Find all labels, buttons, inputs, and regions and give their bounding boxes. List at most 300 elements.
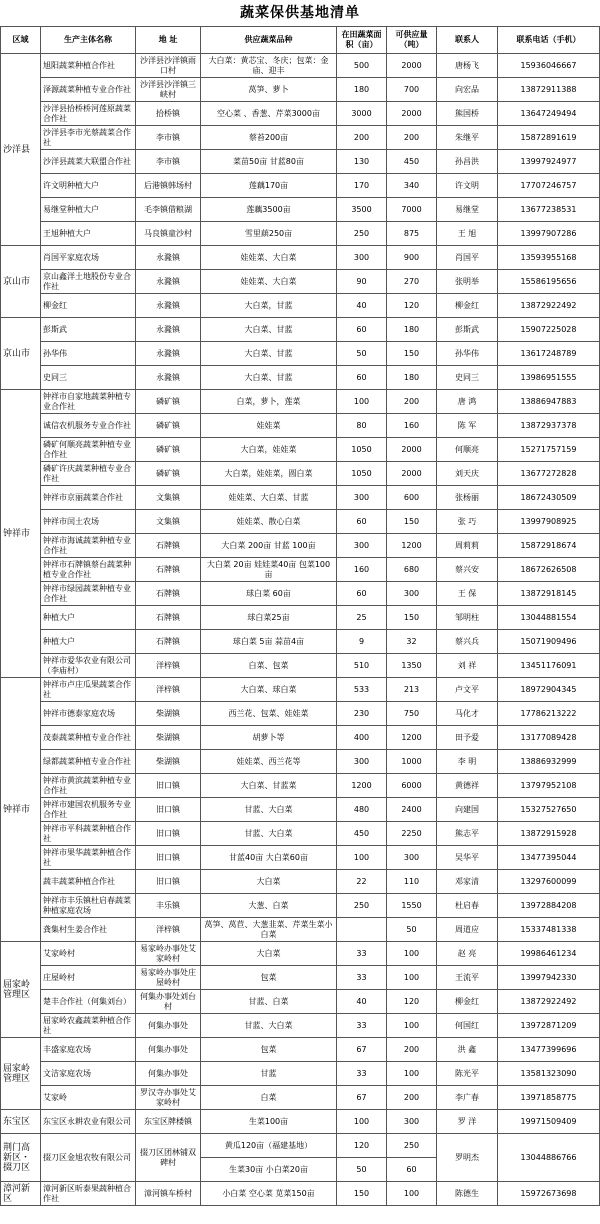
field-area-cell: 1200	[337, 774, 387, 798]
producer-name-cell: 钟祥市自家地蔬菜种植专业合作社	[41, 390, 136, 414]
vegetable-variety-cell: 甘蓝、白菜	[201, 990, 337, 1014]
supply-volume-cell: 1200	[387, 726, 437, 750]
vegetable-variety-cell: 大白菜	[201, 942, 337, 966]
table-row	[1, 846, 600, 870]
contact-person-cell: 熊志平	[437, 822, 498, 846]
vegetable-variety-cell: 黄瓜120亩（福建基地）	[201, 1134, 337, 1158]
contact-phone-cell: 13451176091	[498, 654, 600, 678]
contact-phone-cell: 15972673698	[498, 1182, 600, 1206]
table-row	[1, 486, 600, 510]
table-row	[1, 174, 600, 198]
field-area-cell: 150	[337, 1182, 387, 1206]
address-cell: 文集镇	[136, 486, 201, 510]
header-supply-volume: 可供应量（吨）	[387, 27, 437, 54]
contact-person-cell: 何国红	[437, 1014, 498, 1038]
contact-phone-cell: 18972904345	[498, 678, 600, 702]
address-cell: 石牌镇	[136, 630, 201, 654]
contact-person-cell: 杜启春	[437, 894, 498, 918]
table-row	[1, 558, 600, 582]
contact-phone-cell: 18672430509	[498, 486, 600, 510]
vegetable-variety-cell: 大白菜 20亩 娃娃菜40亩 包菜100亩	[201, 558, 337, 582]
address-cell: 易家岭办事处庄屋岭村	[136, 966, 201, 990]
field-area-cell: 180	[337, 78, 387, 102]
contact-phone-cell: 13972871209	[498, 1014, 600, 1038]
address-cell: 沙洋县沙洋镇雨口村	[136, 54, 201, 78]
header-field-area: 在田蔬菜面积（亩）	[337, 27, 387, 54]
contact-person-cell: 周莉莉	[437, 534, 498, 558]
contact-phone-cell: 15872918674	[498, 534, 600, 558]
address-cell: 磷矿镇	[136, 438, 201, 462]
contact-phone-cell: 13872922492	[498, 990, 600, 1014]
contact-phone-cell: 13677272828	[498, 462, 600, 486]
producer-name-cell: 种植大户	[41, 630, 136, 654]
table-row	[1, 942, 600, 966]
contact-phone-cell: 15337481338	[498, 918, 600, 942]
vegetable-variety-cell: 球白菜 5亩 蒜苗4亩	[201, 630, 337, 654]
address-cell: 永漋镇	[136, 294, 201, 318]
producer-name-cell: 文洁家庭农场	[41, 1062, 136, 1086]
supply-volume-cell: 2000	[387, 102, 437, 126]
producer-name-cell: 钟祥市德泰家庭农场	[41, 702, 136, 726]
supply-volume-cell: 680	[387, 558, 437, 582]
supply-volume-cell: 100	[387, 1062, 437, 1086]
table-row	[1, 894, 600, 918]
contact-person-cell: 邹明柱	[437, 606, 498, 630]
field-area-cell: 50	[337, 1158, 387, 1182]
field-area-cell: 100	[337, 390, 387, 414]
producer-name-cell: 沙洋县蔬菜大联盟合作社	[41, 150, 136, 174]
supply-volume-cell: 2000	[387, 438, 437, 462]
contact-phone-cell: 15327527650	[498, 798, 600, 822]
contact-person-cell: 蔡兴兵	[437, 630, 498, 654]
region-cell: 京山市	[1, 246, 41, 318]
vegetable-variety-cell: 甘蓝、大白菜	[201, 822, 337, 846]
field-area-cell: 90	[337, 270, 387, 294]
table-row	[1, 798, 600, 822]
contact-person-cell: 张 巧	[437, 510, 498, 534]
table-row	[1, 774, 600, 798]
vegetable-variety-cell: 白菜，萝卜，莲菜	[201, 390, 337, 414]
field-area-cell	[337, 918, 387, 942]
contact-person-cell: 李 明	[437, 750, 498, 774]
contact-person-cell: 肖国平	[437, 246, 498, 270]
table-row	[1, 222, 600, 246]
supply-volume-cell: 750	[387, 702, 437, 726]
vegetable-variety-cell: 娃娃菜、大白菜、甘蓝	[201, 486, 337, 510]
address-cell: 永漋镇	[136, 366, 201, 390]
supply-volume-cell: 100	[387, 966, 437, 990]
vegetable-variety-cell: 大白菜、甘蓝	[201, 366, 337, 390]
table-row	[1, 582, 600, 606]
field-area-cell: 160	[337, 558, 387, 582]
address-cell: 柴湖镇	[136, 702, 201, 726]
contact-phone-cell: 13044886766	[498, 1134, 600, 1182]
producer-name-cell: 蔬丰蔬菜种植合作社	[41, 870, 136, 894]
vegetable-variety-cell: 雪里蕻250亩	[201, 222, 337, 246]
contact-person-cell: 蔡兴安	[437, 558, 498, 582]
supply-volume-cell: 2000	[387, 54, 437, 78]
vegetable-variety-cell: 莴笋、莴苣、大葱韭菜、芹菜生菜小白菜	[201, 918, 337, 942]
contact-phone-cell: 13477399696	[498, 1038, 600, 1062]
contact-phone-cell: 13872922492	[498, 294, 600, 318]
vegetable-variety-cell: 球白菜25亩	[201, 606, 337, 630]
region-cell: 东宝区	[1, 1110, 41, 1134]
contact-phone-cell: 13044881554	[498, 606, 600, 630]
vegetable-variety-cell: 胡萝卜等	[201, 726, 337, 750]
vegetable-variety-cell: 娃娃菜	[201, 414, 337, 438]
contact-phone-cell: 13297600099	[498, 870, 600, 894]
page-title: 蔬菜保供基地清单	[240, 5, 360, 21]
contact-phone-cell: 15586195656	[498, 270, 600, 294]
address-cell: 拾桥镇	[136, 102, 201, 126]
contact-person-cell: 张明举	[437, 270, 498, 294]
vegetable-variety-cell: 娃娃菜、大白菜	[201, 270, 337, 294]
producer-name-cell: 京山鑫洋土地股份专业合作社	[41, 270, 136, 294]
vegetable-variety-cell: 白菜、包菜	[201, 654, 337, 678]
supply-volume-cell: 1000	[387, 750, 437, 774]
contact-person-cell: 王 旭	[437, 222, 498, 246]
contact-person-cell: 王 保	[437, 582, 498, 606]
table-row	[1, 438, 600, 462]
supply-volume-cell: 120	[387, 990, 437, 1014]
table-row	[1, 150, 600, 174]
supply-volume-cell: 250	[387, 1134, 437, 1158]
header-contact-person: 联系人	[437, 27, 498, 54]
producer-name-cell: 茂泰蔬菜种植专业合作社	[41, 726, 136, 750]
field-area-cell: 3500	[337, 198, 387, 222]
vegetable-variety-cell: 小白菜 空心菜 苋菜150亩	[201, 1182, 337, 1206]
table-row	[1, 366, 600, 390]
address-cell: 东宝区牌楼镇	[136, 1110, 201, 1134]
table-row	[1, 54, 600, 78]
producer-name-cell: 沙洋县李市光蔡蔬菜合作社	[41, 126, 136, 150]
header-region: 区域	[1, 27, 41, 54]
supply-volume-cell: 700	[387, 78, 437, 102]
contact-phone-cell: 13997907286	[498, 222, 600, 246]
supply-volume-cell: 1350	[387, 654, 437, 678]
contact-phone-cell: 13177089428	[498, 726, 600, 750]
address-cell: 罗汉寺办事处艾家岭村	[136, 1086, 201, 1110]
contact-person-cell: 吴华平	[437, 846, 498, 870]
supply-volume-cell: 300	[387, 1110, 437, 1134]
contact-phone-cell: 13593955168	[498, 246, 600, 270]
field-area-cell: 200	[337, 126, 387, 150]
region-cell: 屈家岭管理区	[1, 942, 41, 1038]
field-area-cell: 80	[337, 414, 387, 438]
producer-name-cell: 钟祥市黄滨蔬菜种植专业合作社	[41, 774, 136, 798]
field-area-cell: 300	[337, 534, 387, 558]
table-row	[1, 750, 600, 774]
contact-person-cell: 张杨丽	[437, 486, 498, 510]
supply-volume-cell: 2400	[387, 798, 437, 822]
table-row	[1, 270, 600, 294]
address-cell: 旧口镇	[136, 870, 201, 894]
address-cell: 旧口镇	[136, 798, 201, 822]
address-cell: 李市镇	[136, 150, 201, 174]
address-cell: 磷矿镇	[136, 390, 201, 414]
field-area-cell: 250	[337, 222, 387, 246]
vegetable-variety-cell: 大白菜：黄芯宝、冬庆；包菜：金庙、迎丰	[201, 54, 337, 78]
contact-person-cell: 向建国	[437, 798, 498, 822]
address-cell: 漳河镇车桥村	[136, 1182, 201, 1206]
address-cell: 何集办事处	[136, 1038, 201, 1062]
supply-volume-cell: 300	[387, 582, 437, 606]
contact-person-cell: 何顺亮	[437, 438, 498, 462]
address-cell: 旧口镇	[136, 822, 201, 846]
address-cell: 永漋镇	[136, 246, 201, 270]
contact-person-cell: 唐杨飞	[437, 54, 498, 78]
region-cell: 屈家岭管理区	[1, 1038, 41, 1110]
vegetable-variety-cell: 大白菜 200亩 甘蓝 100亩	[201, 534, 337, 558]
field-area-cell: 40	[337, 294, 387, 318]
producer-name-cell: 沙洋县拾桥桥河莲原蔬菜合作社	[41, 102, 136, 126]
header-vegetable-variety: 供应蔬菜品种	[201, 27, 337, 54]
region-cell: 沙洋县	[1, 54, 41, 246]
supply-volume-cell: 180	[387, 318, 437, 342]
field-area-cell: 170	[337, 174, 387, 198]
contact-phone-cell: 15071909496	[498, 630, 600, 654]
supply-volume-cell: 200	[387, 1086, 437, 1110]
producer-name-cell: 绿都蔬菜种植专业合作社	[41, 750, 136, 774]
address-cell: 石牌镇	[136, 558, 201, 582]
field-area-cell: 400	[337, 726, 387, 750]
contact-phone-cell: 13797952108	[498, 774, 600, 798]
supply-volume-cell: 300	[387, 846, 437, 870]
vegetable-variety-cell: 大白菜，娃娃菜	[201, 438, 337, 462]
table-row	[1, 102, 600, 126]
vegetable-variety-cell: 大葱、白菜	[201, 894, 337, 918]
vegetable-variety-cell: 莲藕170亩	[201, 174, 337, 198]
supply-volume-cell: 110	[387, 870, 437, 894]
producer-name-cell: 掇刀区金旭农牧有限公司	[41, 1134, 136, 1182]
producer-name-cell: 钟祥市丰乐镇杜启春蔬菜种植家庭农场	[41, 894, 136, 918]
table-row	[1, 1182, 600, 1206]
table-row	[1, 1110, 600, 1134]
table-row	[1, 462, 600, 486]
field-area-cell: 230	[337, 702, 387, 726]
contact-phone-cell: 13477395044	[498, 846, 600, 870]
producer-name-cell: 泽源蔬菜种植专业合作社	[41, 78, 136, 102]
region-cell: 钟祥市	[1, 678, 41, 942]
contact-phone-cell: 17707246757	[498, 174, 600, 198]
table-row	[1, 966, 600, 990]
contact-phone-cell: 13581323090	[498, 1062, 600, 1086]
table-row	[1, 246, 600, 270]
contact-phone-cell: 13617248789	[498, 342, 600, 366]
producer-name-cell: 丰盛家庭农场	[41, 1038, 136, 1062]
vegetable-variety-cell: 球白菜 60亩	[201, 582, 337, 606]
supply-volume-cell: 213	[387, 678, 437, 702]
address-cell: 石牌镇	[136, 582, 201, 606]
supply-volume-cell: 340	[387, 174, 437, 198]
field-area-cell: 67	[337, 1086, 387, 1110]
table-row	[1, 1062, 600, 1086]
contact-person-cell: 罗明杰	[437, 1134, 498, 1182]
field-area-cell: 3000	[337, 102, 387, 126]
producer-name-cell: 东宝区永耕农业有限公司	[41, 1110, 136, 1134]
supply-volume-cell: 160	[387, 414, 437, 438]
field-area-cell: 33	[337, 942, 387, 966]
producer-name-cell: 艾家岭	[41, 1086, 136, 1110]
producer-name-cell: 屈家岭农鑫蔬菜种植合作社	[41, 1014, 136, 1038]
field-area-cell: 60	[337, 510, 387, 534]
contact-person-cell: 陈 军	[437, 414, 498, 438]
producer-name-cell: 王旭种植大户	[41, 222, 136, 246]
address-cell: 马良镇童沙村	[136, 222, 201, 246]
table-row	[1, 198, 600, 222]
field-area-cell: 250	[337, 894, 387, 918]
contact-person-cell: 易继堂	[437, 198, 498, 222]
contact-person-cell: 孙昌洪	[437, 150, 498, 174]
address-cell: 旧口镇	[136, 846, 201, 870]
producer-name-cell: 肖国平家庭农场	[41, 246, 136, 270]
contact-person-cell: 柳金红	[437, 990, 498, 1014]
table-row	[1, 918, 600, 942]
address-cell: 何集办事处刘台村	[136, 990, 201, 1014]
producer-name-cell: 磷矿许庆蔬菜种植专业合作社	[41, 462, 136, 486]
table-row	[1, 726, 600, 750]
field-area-cell: 1050	[337, 438, 387, 462]
supply-volume-cell: 1200	[387, 534, 437, 558]
region-cell: 京山市	[1, 318, 41, 390]
table-row	[1, 342, 600, 366]
table-row	[1, 1038, 600, 1062]
field-area-cell: 300	[337, 486, 387, 510]
producer-name-cell: 钟祥市石牌镇蔡台蔬菜种植专业合作社	[41, 558, 136, 582]
table-row	[1, 630, 600, 654]
contact-phone-cell: 13677238531	[498, 198, 600, 222]
field-area-cell: 130	[337, 150, 387, 174]
address-cell: 易家岭办事处艾家岭村	[136, 942, 201, 966]
field-area-cell: 510	[337, 654, 387, 678]
vegetable-variety-cell: 甘蓝、大白菜	[201, 1014, 337, 1038]
table-row	[1, 126, 600, 150]
table-row	[1, 654, 600, 678]
contact-person-cell: 孙华伟	[437, 342, 498, 366]
producer-name-cell: 庄屋岭村	[41, 966, 136, 990]
field-area-cell: 33	[337, 1014, 387, 1038]
supply-volume-cell: 200	[387, 126, 437, 150]
supply-volume-cell: 270	[387, 270, 437, 294]
address-cell: 丰乐镇	[136, 894, 201, 918]
contact-person-cell: 向宏品	[437, 78, 498, 102]
producer-name-cell: 漳河新区昕泰果蔬种植合作社	[41, 1182, 136, 1206]
contact-person-cell: 罗 洋	[437, 1110, 498, 1134]
address-cell: 磷矿镇	[136, 414, 201, 438]
supply-volume-cell: 150	[387, 510, 437, 534]
contact-person-cell: 许文明	[437, 174, 498, 198]
table-row	[1, 1086, 600, 1110]
vegetable-variety-cell: 娃娃菜、大白菜	[201, 246, 337, 270]
vegetable-supply-table	[0, 26, 600, 1206]
vegetable-variety-cell: 甘蓝、大白菜	[201, 798, 337, 822]
contact-phone-cell: 13997942330	[498, 966, 600, 990]
vegetable-variety-cell: 莴笋、萝卜	[201, 78, 337, 102]
vegetable-variety-cell: 包菜	[201, 1038, 337, 1062]
field-area-cell: 60	[337, 582, 387, 606]
producer-name-cell: 许文明种植大户	[41, 174, 136, 198]
vegetable-variety-cell: 大白菜、甘蓝	[201, 342, 337, 366]
producer-name-cell: 钟祥市闰土农场	[41, 510, 136, 534]
field-area-cell: 533	[337, 678, 387, 702]
supply-volume-cell: 200	[387, 1038, 437, 1062]
supply-volume-cell: 6000	[387, 774, 437, 798]
address-cell: 洋梓镇	[136, 918, 201, 942]
supply-volume-cell: 50	[387, 918, 437, 942]
address-cell: 洋梓镇	[136, 654, 201, 678]
field-area-cell: 33	[337, 966, 387, 990]
supply-volume-cell: 32	[387, 630, 437, 654]
supply-volume-cell: 120	[387, 294, 437, 318]
field-area-cell: 300	[337, 246, 387, 270]
field-area-cell: 50	[337, 342, 387, 366]
contact-person-cell: 史同三	[437, 366, 498, 390]
producer-name-cell: 钟祥市爱华农业有限公司（李庙村）	[41, 654, 136, 678]
producer-name-cell: 磷矿何顺亮蔬菜种植专业合作社	[41, 438, 136, 462]
producer-name-cell: 钟祥市京丽蔬菜合作社	[41, 486, 136, 510]
vegetable-variety-cell: 空心菜 、香葱、芹菜3000亩	[201, 102, 337, 126]
table-row	[1, 78, 600, 102]
contact-person-cell: 马化才	[437, 702, 498, 726]
table-row	[1, 1134, 600, 1158]
contact-person-cell: 田予爱	[437, 726, 498, 750]
contact-phone-cell: 17786213222	[498, 702, 600, 726]
table-row	[1, 534, 600, 558]
contact-phone-cell: 13872915928	[498, 822, 600, 846]
contact-person-cell: 刘 祥	[437, 654, 498, 678]
vegetable-variety-cell: 白菜	[201, 1086, 337, 1110]
producer-name-cell: 诚信农机服务专业合作社	[41, 414, 136, 438]
field-area-cell: 450	[337, 822, 387, 846]
producer-name-cell: 彭斯武	[41, 318, 136, 342]
vegetable-variety-cell: 大白菜，甘蓝	[201, 294, 337, 318]
vegetable-variety-cell: 大白菜、甘蓝菜	[201, 774, 337, 798]
vegetable-variety-cell: 甘蓝	[201, 1062, 337, 1086]
contact-person-cell: 彭斯武	[437, 318, 498, 342]
supply-volume-cell: 150	[387, 606, 437, 630]
address-cell: 石牌镇	[136, 606, 201, 630]
contact-person-cell: 陈德生	[437, 1182, 498, 1206]
supply-volume-cell: 180	[387, 366, 437, 390]
supply-volume-cell: 100	[387, 1014, 437, 1038]
region-cell: 漳河新区	[1, 1182, 41, 1206]
vegetable-variety-cell: 娃娃菜、散心白菜	[201, 510, 337, 534]
supply-volume-cell: 100	[387, 1182, 437, 1206]
vegetable-variety-cell: 包菜	[201, 966, 337, 990]
contact-person-cell: 卢文平	[437, 678, 498, 702]
region-cell: 荆门高新区・掇刀区	[1, 1134, 41, 1182]
contact-person-cell: 黄德祥	[437, 774, 498, 798]
contact-phone-cell: 15907225028	[498, 318, 600, 342]
table-row	[1, 318, 600, 342]
supply-volume-cell: 100	[387, 942, 437, 966]
contact-person-cell: 陈光平	[437, 1062, 498, 1086]
contact-phone-cell: 15872891619	[498, 126, 600, 150]
contact-phone-cell: 13647249494	[498, 102, 600, 126]
producer-name-cell: 旭阳蔬菜种植合作社	[41, 54, 136, 78]
header-address: 地 址	[136, 27, 201, 54]
address-cell: 毛李镇借粮湖	[136, 198, 201, 222]
address-cell: 永漋镇	[136, 270, 201, 294]
vegetable-variety-cell: 大白菜，娃娃菜，圆白菜	[201, 462, 337, 486]
address-cell: 洋梓镇	[136, 678, 201, 702]
table-row	[1, 678, 600, 702]
vegetable-variety-cell: 西兰花、包菜、娃娃菜	[201, 702, 337, 726]
contact-phone-cell: 13872918145	[498, 582, 600, 606]
field-area-cell: 67	[337, 1038, 387, 1062]
address-cell: 磷矿镇	[136, 462, 201, 486]
producer-name-cell: 钟祥市海诚蔬菜种植专业合作社	[41, 534, 136, 558]
